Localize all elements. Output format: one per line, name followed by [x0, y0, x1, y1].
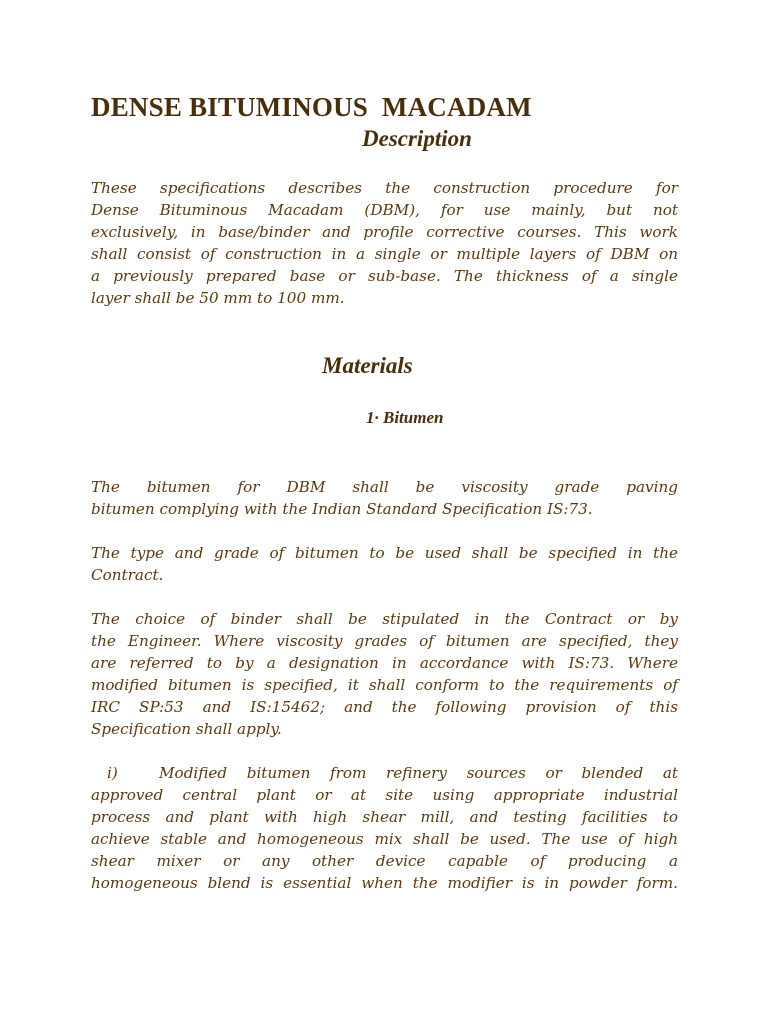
bitumen-paragraph-3 [91, 608, 678, 740]
text-line: Contract. [91, 566, 164, 584]
document-title: DENSE BITUMINOUS MACADAM [91, 92, 532, 122]
text-line: The bitumen for DBM shall be viscosity grade paving [91, 478, 678, 496]
description-heading: Description [362, 126, 472, 151]
text-line: These specifications describes the construction procedure for [91, 179, 678, 197]
text-line: Modified bitumen from refinery sources or blended at [159, 764, 678, 782]
text-line: modified bitumen is specified, it shall conform to the requirements of [91, 676, 678, 694]
text-line: Specification shall apply. [91, 720, 282, 738]
bitumen-paragraph-2 [91, 542, 678, 586]
text-line: shear mixer or any other device capable of producing a [91, 852, 678, 870]
text-line: the Engineer. Where viscosity grades of bitumen are specified, they [91, 632, 678, 650]
text-line: bitumen complying with the Indian Standard Specification IS:73. [91, 500, 593, 518]
text-line: layer shall be 50 mm to 100 mm. [91, 289, 345, 307]
text-line: a previously prepared base or sub-base. The thickness of a single [91, 267, 678, 285]
text-line: homogeneous blend is essential when the modifier is in powder form. [91, 874, 678, 892]
bitumen-paragraph-1 [91, 476, 678, 520]
text-line: exclusively, in base/binder and profile corrective courses. This work [91, 223, 678, 241]
text-line: The choice of binder shall be stipulated in the Contract or by [91, 610, 678, 628]
bitumen-heading: 1· Bitumen [366, 408, 444, 427]
description-paragraph [91, 177, 678, 309]
text-line: IRC SP:53 and IS:15462; and the following provision of this [91, 698, 678, 716]
text-line: Dense Bituminous Macadam (DBM), for use mainly, but not [91, 201, 678, 219]
list-marker: i) [107, 764, 118, 782]
text-line: process and plant with high shear mill, and testing facilities to [91, 808, 678, 826]
materials-heading: Materials [322, 353, 413, 378]
list-item-i [91, 762, 678, 894]
list-item-first-line [91, 762, 678, 784]
text-line: are referred to by a designation in accordance with IS:73. Where [91, 654, 678, 672]
text-line: The type and grade of bitumen to be used shall be specified in the [91, 544, 678, 562]
text-line: approved central plant or at site using appropriate industrial [91, 786, 678, 804]
text-line: achieve stable and homogeneous mix shall be used. The use of high [91, 830, 678, 848]
text-line: shall consist of construction in a single or multiple layers of DBM on [91, 245, 678, 263]
